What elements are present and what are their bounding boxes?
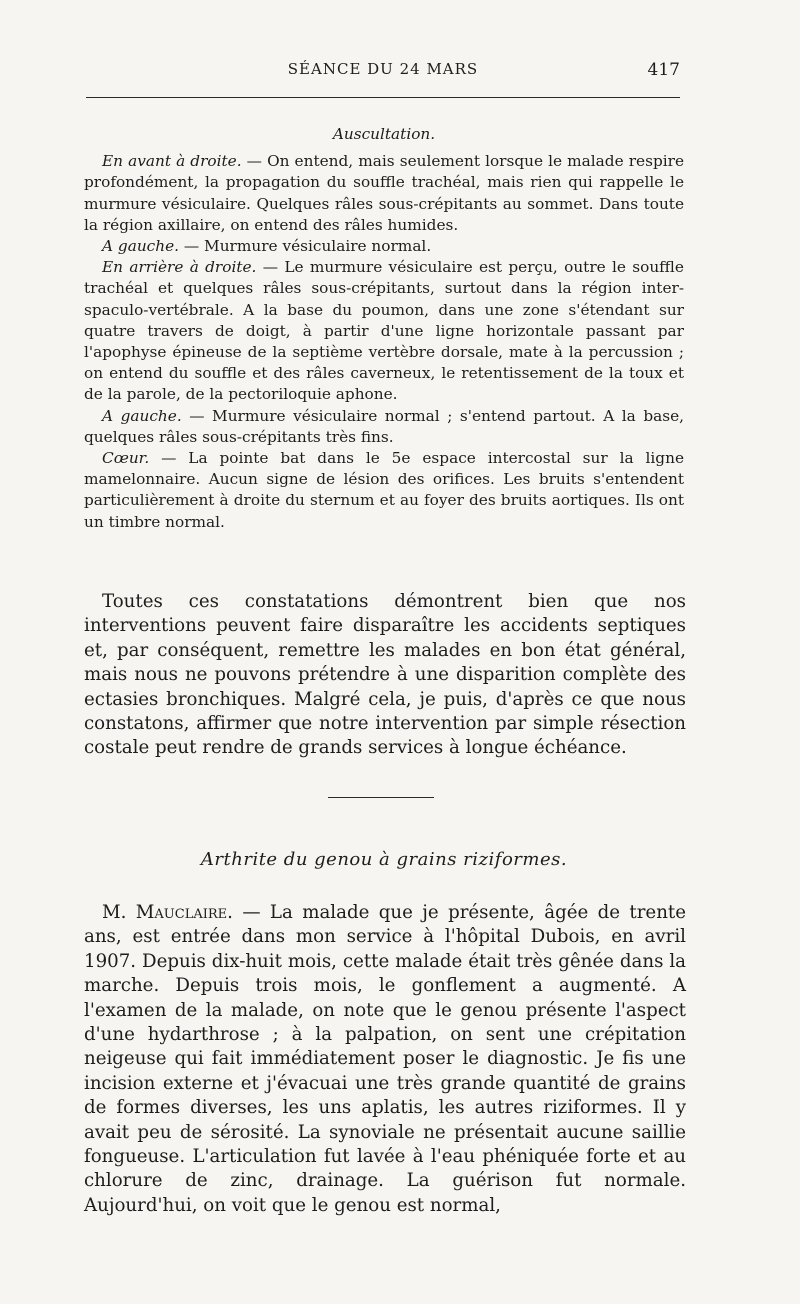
paragraph-en-avant-droite: En avant à droite. — On entend, mais seulement lorsque le malade respire profondément, la propagation du souffle trachéal, mais rien qui rappelle le murmure vésiculaire. Quelques râles sous-crépitants au sommet. Dans toute la région axillaire, on entend des râles humides. [84, 152, 685, 234]
paragraph-a-gauche-1: A gauche. — Murmure vésiculaire normal. [102, 237, 432, 256]
section-title: Arthrite du genou à grains riziformes. [200, 849, 568, 870]
header-rule [86, 97, 680, 98]
auscultation-block [84, 124, 684, 533]
paragraph-coeur: Cœur. — La pointe bat dans le 5e espace intercostal sur la ligne mamelonnaire. Aucun signe de lésion des orifices. Les bruits s'entendent particulièrement à droite du sternum et au foyer des bruits aortiques. Ils ont un timbre normal. [84, 449, 684, 531]
auscultation-title: Auscultation. [332, 125, 436, 143]
mauclaire-paragraph: M. Mauclaire. — La malade que je présente, âgée de trente ans, est entrée dans mon service à l'hôpital Dubois, en avril 1907. Depuis dix-huit mois, cette malade était très gênée dans la marche. Depuis trois mois, le gonflement a augmenté. A l'examen de la malade, on note que le genou présente l'aspect d'une hydarthrose ; à la palpation, on sent une crépitation neigeuse qui fait immédiatement poser le diagnostic. Je fis une incision externe et j'évacuai une très grande quantité de grains de formes diverses, les uns aplatis, les autres riziformes. Il y avait peu de sérosité. La synoviale ne présentait aucune saillie fongueuse. L'articulation fut lavée à l'eau phéniquée forte et au chlorure de zinc, drainage. La guérison fut normale. Aujourd'hui, on voit que le genou est normal, [84, 902, 686, 1216]
page-number: 417 [647, 60, 680, 80]
running-title: SÉANCE DU 24 MARS [287, 60, 479, 78]
page-header [86, 60, 680, 84]
conclusion-paragraph: Toutes ces constatations démontrent bien que nos interventions peuvent faire disparaître les accidents septiques et, par conséquent, remettre les malades en bon état général, mais nous ne pouvons prétendre à une disparition complète des ectasies bronchiques. Malgré cela, je puis, d'après ce que nous constatons, affirmer que notre intervention par simple résection costale peut rendre de grands services à longue échéance. [84, 591, 686, 759]
section-separator [328, 797, 434, 798]
paragraph-en-arriere-droite: En arrière à droite. — Le murmure vésiculaire est perçu, outre le souffle trachéal et quelques râles sous-crépitants, surtout dans la région inter-spaculo-vertébrale. A la base du poumon, dans une zone s'étendant sur quatre travers de doigt, à partir d'une ligne horizontale passant par l'apophyse épineuse de la septième vertèbre dorsale, mate à la percussion ; on entend du souffle et des râles caverneux, le retentissement de la toux et de la parole, de la pectoriloquie aphone. [84, 258, 684, 404]
paragraph-a-gauche-2: A gauche. — Murmure vésiculaire normal ; s'entend partout. A la base, quelques râles sous-crépitants très fins. [84, 406, 685, 446]
conclusion-block [84, 590, 686, 761]
speaker-name: M. Mauclaire. [102, 902, 233, 923]
section-body [84, 901, 686, 1218]
